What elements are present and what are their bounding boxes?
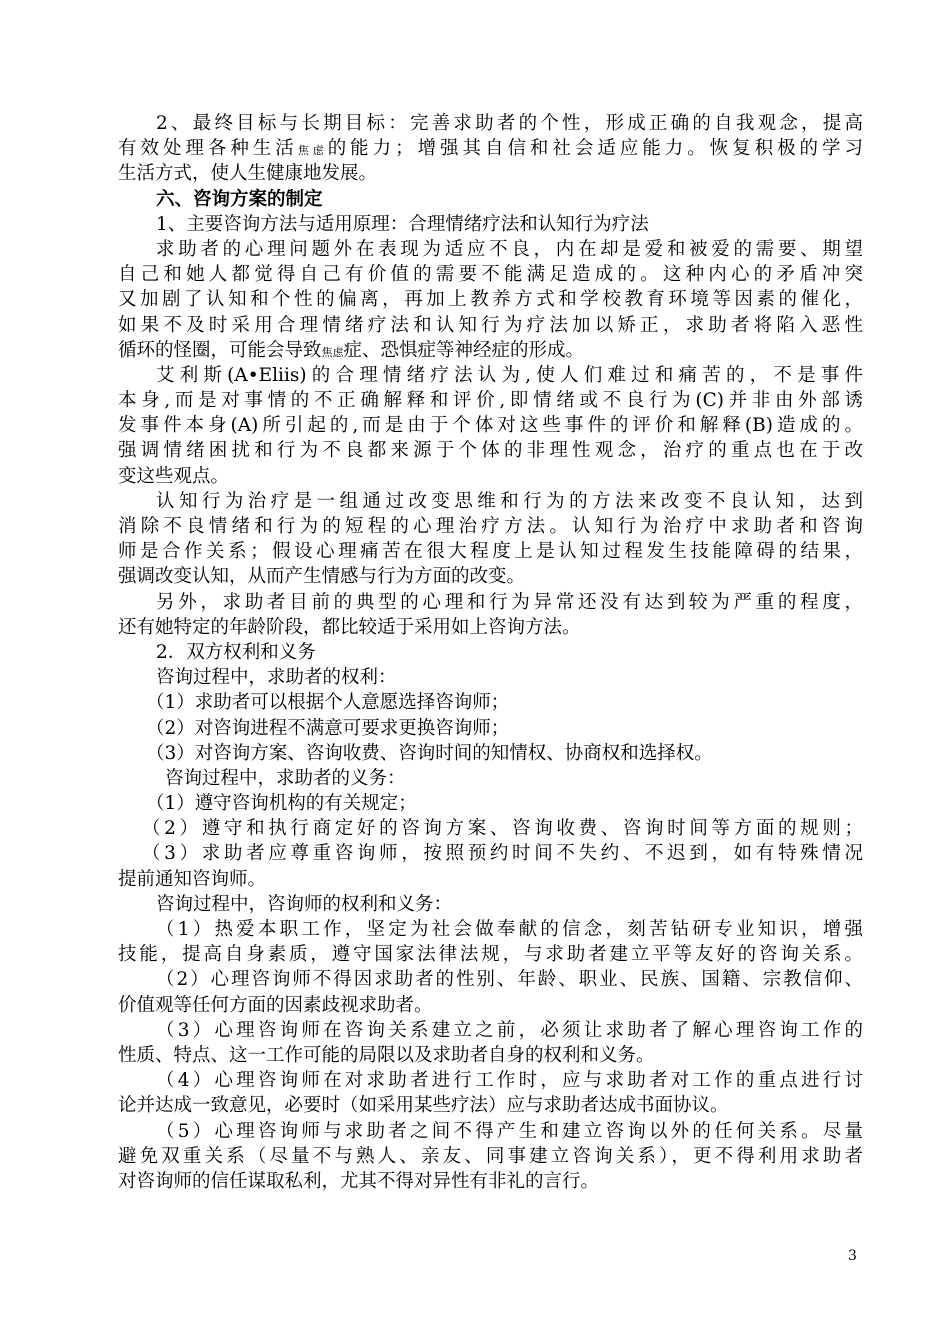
text-segment: 强调情绪困扰和行为不良都来源于个体的非理性观念，治疗的重点也在于改: [118, 440, 863, 462]
text-segment: （3）对咨询方案、咨询收费、咨询时间的知情权、协商权和选择权。: [146, 742, 713, 764]
text-segment: 另外，求助者目前的典型的心理和行为异常还没有达到较为严重的程度，: [156, 591, 863, 613]
text-segment: 论并达成一致意见，必要时（如采用某些疗法）应与求助者达成书面协议。: [118, 1095, 729, 1117]
text-line: [118, 1144, 863, 1169]
text-line: [118, 212, 863, 237]
text-segment: （5）心理咨询师与求助者之间不得产生和建立咨询以外的任何关系。尽量: [156, 1120, 863, 1142]
small-text-segment: 焦虑: [321, 345, 344, 359]
text-line: [118, 766, 863, 791]
text-line: [118, 438, 863, 463]
text-segment: 自己和她人都觉得自己有价值的需要不能满足造成的。这种内心的矛盾冲突: [118, 264, 863, 286]
text-segment: 本身,而是对事情的不正确解释和评价,即情绪或不良行为(C)并非由外部诱: [118, 390, 863, 412]
text-segment: 咨询过程中，咨询师的权利和义务：: [156, 893, 453, 915]
text-line: [118, 716, 863, 741]
text-segment: （2）对咨询进程不满意可要求更换咨询师；: [146, 717, 510, 739]
text-line: [118, 564, 863, 589]
text-segment: 强调改变认知，从而产生情感与行为方面的改变。: [118, 566, 526, 588]
text-segment: 六、咨询方案的制定: [156, 188, 323, 210]
text-line: [118, 262, 863, 287]
text-segment: （4）心理咨询师在对求助者进行工作时，应与求助者对工作的重点进行讨: [156, 1070, 863, 1092]
text-line: [118, 816, 863, 841]
text-line: [118, 413, 863, 438]
text-segment: （1）遵守咨询机构的有关规定；: [146, 793, 417, 815]
text-segment: 咨询过程中，求助者的权利：: [156, 667, 397, 689]
text-line: [118, 489, 863, 514]
text-segment: 变这些观点。: [118, 465, 230, 487]
text-segment: 性质、特点、这一工作可能的局限以及求助者自身的权利和义务。: [118, 1044, 655, 1066]
text-line: [118, 313, 863, 338]
text-line: [118, 690, 863, 715]
text-line: [118, 615, 863, 640]
text-segment: 症、恐惧症等神经症的形成。: [343, 339, 585, 361]
text-line: [118, 640, 863, 665]
text-segment: 1、主要咨询方法与适用原理：合理情绪疗法和认知行为疗法: [156, 213, 649, 235]
text-line: [118, 287, 863, 312]
text-line: [118, 1018, 863, 1043]
text-segment: （1）求助者可以根据个人意愿选择咨询师；: [146, 692, 510, 714]
text-segment: 咨询过程中，求助者的义务：: [165, 767, 406, 789]
text-line: [118, 967, 863, 992]
text-line: [118, 136, 863, 161]
document-body: [118, 111, 863, 1194]
text-line: [118, 111, 863, 136]
text-segment: （1）热爱本职工作，坚定为社会做奉献的信念，刻苦钻研专业知识，增强: [156, 919, 863, 940]
text-line: [118, 161, 863, 186]
text-line: [118, 338, 863, 363]
text-line: [118, 841, 863, 866]
text-line: [118, 1068, 863, 1093]
text-segment: 还有她特定的年龄阶段，都比较适于采用如上咨询方法。: [118, 616, 581, 638]
text-segment: 有效处理各种生活: [118, 138, 298, 160]
text-line: [118, 1093, 863, 1118]
text-segment: 2、最终目标与长期目标：完善求助者的个性，形成正确的自我观念，提高: [156, 113, 863, 134]
text-segment: 技能，提高自身素质，遵守国家法律法规，与求助者建立平等友好的咨询关系。: [118, 944, 863, 966]
small-text-segment: 焦虑: [297, 144, 328, 158]
text-segment: 求助者的心理问题外在表现为适应不良，内在却是爱和被爱的需要、期望: [156, 238, 863, 260]
text-segment: 循环的怪圈，可能会导致: [118, 339, 322, 361]
text-segment: 生活方式，使人生健康地发展。: [118, 163, 378, 185]
text-segment: （3）心理咨询师在咨询关系建立之前，必须让求助者了解心理咨询工作的: [156, 1019, 863, 1041]
text-segment: 避免双重关系（尽量不与熟人、亲友、同事建立咨询关系），更不得利用求助者: [118, 1145, 863, 1167]
text-segment: 提前通知咨询师。: [118, 868, 267, 890]
text-segment: 消除不良情绪和行为的短程的心理治疗方法。认知行为治疗中求助者和咨询: [118, 516, 863, 537]
text-line: [118, 363, 863, 388]
text-segment: （2）心理咨询师不得因求助者的性别、年龄、职业、民族、国籍、宗教信仰、: [156, 969, 863, 991]
text-segment: 的能力；增强其自信和社会适应能力。恢复积极的学习: [327, 138, 863, 160]
text-line: [118, 741, 863, 766]
text-segment: 艾利斯(A•Eliis)的合理情绪疗法认为,使人们难过和痛苦的，不是事件: [156, 364, 863, 386]
text-segment: （2）遵守和执行商定好的咨询方案、咨询收费、咨询时间等方面的规则；: [142, 818, 863, 840]
text-line: [118, 1043, 863, 1068]
text-segment: 又加剧了认知和个性的偏离，再加上教养方式和学校教育环境等因素的催化，: [118, 289, 863, 311]
page-number: 3: [848, 1248, 857, 1264]
text-segment: 对咨询师的信任谋取私利，尤其不得对异性有非礼的言行。: [118, 1170, 600, 1192]
section-heading: [118, 187, 863, 212]
text-segment: 师是合作关系；假设心理痛苦在很大程度上是认知过程发生技能障碍的结果，: [118, 541, 863, 563]
text-segment: 价值观等任何方面的因素歧视求助者。: [118, 994, 433, 1016]
text-line: [118, 942, 863, 967]
text-line: [118, 867, 863, 892]
text-segment: 2．双方权利和义务: [156, 641, 316, 663]
text-line: [118, 1119, 863, 1144]
text-line: [118, 791, 863, 816]
text-line: [118, 917, 863, 942]
text-segment: （3）求助者应尊重咨询师，按照预约时间不失约、不迟到，如有特殊情况: [142, 843, 863, 865]
text-segment: 如果不及时采用合理情绪疗法和认知行为疗法加以矫正，求助者将陷入恶性: [118, 314, 863, 336]
text-line: [118, 539, 863, 564]
text-line: [118, 464, 863, 489]
text-line: [118, 590, 863, 615]
text-line: [118, 237, 863, 262]
text-line: [118, 514, 863, 539]
text-line: [118, 892, 863, 917]
text-line: [118, 993, 863, 1018]
text-line: [118, 1169, 863, 1194]
text-line: [118, 665, 863, 690]
text-line: [118, 388, 863, 413]
text-segment: 发事件本身(A)所引起的,而是由于个体对这些事件的评价和解释(B)造成的。: [118, 415, 863, 437]
text-segment: 认知行为治疗是一组通过改变思维和行为的方法来改变不良认知，达到: [156, 490, 863, 512]
